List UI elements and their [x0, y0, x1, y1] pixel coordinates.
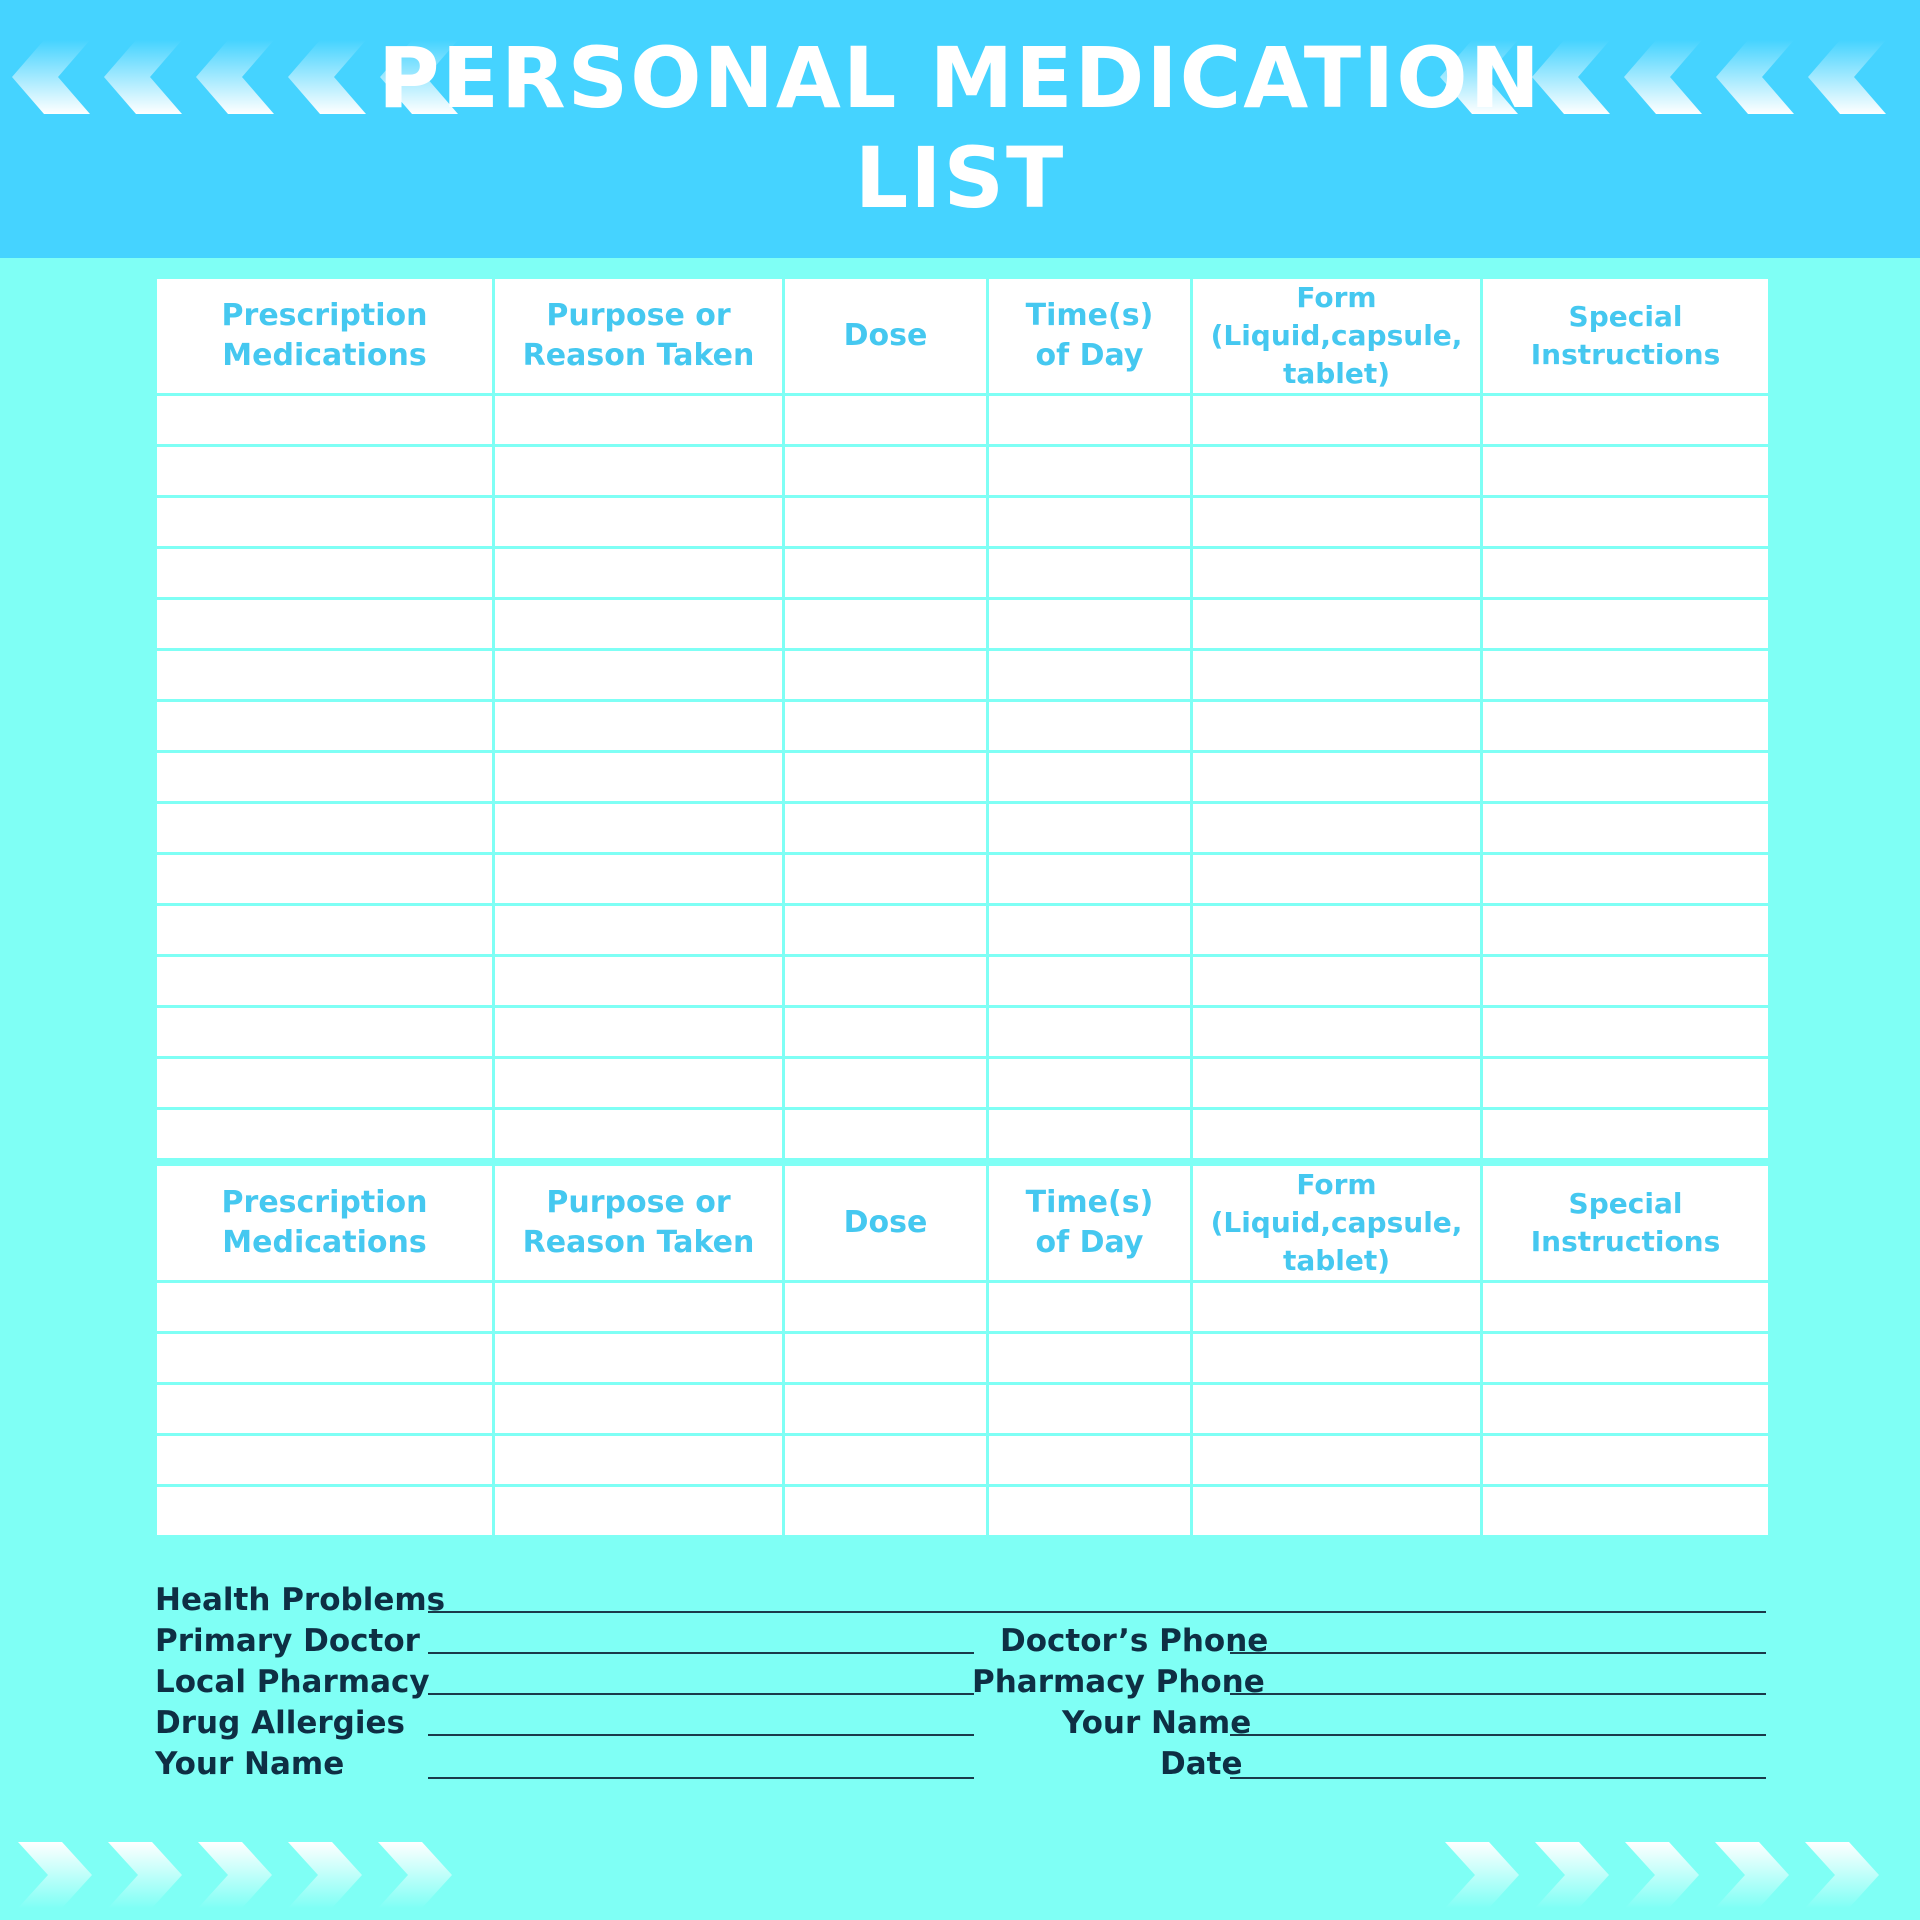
medication-entry-cell[interactable] — [1192, 1384, 1482, 1435]
medication-entry-cell[interactable] — [988, 701, 1192, 752]
label-your-name-right: Your Name — [1062, 1705, 1252, 1741]
medication-entry-cell[interactable] — [1482, 548, 1770, 599]
medication-entry-cell[interactable] — [1192, 1333, 1482, 1384]
col-header-line: Special — [1568, 1187, 1683, 1220]
medication-entry-cell[interactable] — [1192, 854, 1482, 905]
medication-entry-cell[interactable] — [784, 1282, 988, 1333]
table-row — [156, 1109, 1770, 1160]
table-row — [156, 395, 1770, 446]
title-line-1: PERSONAL MEDICATION — [378, 29, 1542, 127]
medication-entry-cell[interactable] — [1192, 1282, 1482, 1333]
medication-table-top — [154, 276, 1771, 1161]
medication-entry-cell[interactable] — [1192, 905, 1482, 956]
col-header-dose — [784, 278, 988, 395]
medication-entry-cell[interactable] — [494, 548, 784, 599]
col-header-line: Reason Taken — [522, 338, 755, 373]
medication-entry-cell[interactable] — [784, 650, 988, 701]
medication-entry-cell[interactable] — [494, 650, 784, 701]
medication-entry-cell[interactable] — [156, 548, 494, 599]
medication-entry-cell[interactable] — [156, 1384, 494, 1435]
table-body — [156, 395, 1770, 1160]
medication-entry-cell[interactable] — [1482, 752, 1770, 803]
your-name-right-field[interactable] — [1230, 1734, 1766, 1736]
medication-entry-cell[interactable] — [1482, 803, 1770, 854]
medication-entry-cell[interactable] — [784, 395, 988, 446]
medication-entry-cell[interactable] — [1482, 497, 1770, 548]
medication-entry-cell[interactable] — [988, 1435, 1192, 1486]
medication-entry-cell[interactable] — [784, 446, 988, 497]
label-drug-allergies: Drug Allergies — [155, 1705, 405, 1741]
medication-entry-cell[interactable] — [156, 905, 494, 956]
medication-entry-cell[interactable] — [988, 497, 1192, 548]
medication-entry-cell[interactable] — [494, 803, 784, 854]
label-local-pharmacy: Local Pharmacy — [155, 1664, 430, 1700]
col-header-line: Instructions — [1530, 1225, 1721, 1258]
medication-entry-cell[interactable] — [784, 1007, 988, 1058]
medication-entry-cell[interactable] — [784, 752, 988, 803]
health-problems-field[interactable] — [428, 1611, 1766, 1613]
col-header-times-of-day — [988, 278, 1192, 395]
medication-entry-cell[interactable] — [1192, 1058, 1482, 1109]
medication-entry-cell[interactable] — [784, 956, 988, 1007]
col-header-special-instructions — [1482, 278, 1770, 395]
medication-entry-cell[interactable] — [494, 1007, 784, 1058]
table-row — [156, 1384, 1770, 1435]
table-row — [156, 1333, 1770, 1384]
medication-entry-cell[interactable] — [784, 1486, 988, 1537]
medication-entry-cell[interactable] — [1192, 548, 1482, 599]
col-header-line: of Day — [1035, 338, 1144, 373]
page-title — [0, 28, 1920, 228]
col-header-purpose — [494, 278, 784, 395]
medication-entry-cell[interactable] — [1192, 803, 1482, 854]
col-header-line: Prescription — [221, 298, 428, 333]
col-header-line: Special — [1568, 300, 1683, 333]
table-row — [156, 446, 1770, 497]
medication-entry-cell[interactable] — [156, 395, 494, 446]
col-header-line: tablet) — [1282, 357, 1391, 390]
medication-entry-cell[interactable] — [1482, 1058, 1770, 1109]
medication-entry-cell[interactable] — [1192, 1007, 1482, 1058]
medication-entry-cell[interactable] — [784, 497, 988, 548]
medication-entry-cell[interactable] — [1192, 1486, 1482, 1537]
medication-entry-cell[interactable] — [494, 1435, 784, 1486]
col-header-line: Time(s) — [1025, 1185, 1154, 1220]
medication-entry-cell[interactable] — [156, 1058, 494, 1109]
column-header-row — [156, 278, 1770, 395]
col-header-line: (Liquid,capsule, — [1210, 1206, 1463, 1239]
label-date: Date — [1160, 1746, 1243, 1782]
label-primary-doctor: Primary Doctor — [155, 1623, 420, 1659]
medication-entry-cell[interactable] — [1192, 1435, 1482, 1486]
medication-entry-cell[interactable] — [156, 956, 494, 1007]
col-header-line: Medications — [222, 1225, 427, 1260]
medication-entry-cell[interactable] — [494, 752, 784, 803]
medication-table-bottom — [154, 1163, 1771, 1538]
table-row — [156, 1007, 1770, 1058]
medication-entry-cell[interactable] — [494, 1109, 784, 1160]
col-header-line: of Day — [1035, 1225, 1144, 1260]
medication-entry-cell[interactable] — [988, 803, 1192, 854]
chevron-arrows-right-icon — [1445, 1842, 1915, 1908]
medication-entry-cell[interactable] — [156, 497, 494, 548]
table-body — [156, 1282, 1770, 1537]
medication-entry-cell[interactable] — [156, 1435, 494, 1486]
medication-entry-cell[interactable] — [988, 1486, 1192, 1537]
medication-entry-cell[interactable] — [784, 701, 988, 752]
medication-entry-cell[interactable] — [988, 752, 1192, 803]
medication-entry-cell[interactable] — [494, 446, 784, 497]
medication-entry-cell[interactable] — [494, 395, 784, 446]
medication-entry-cell[interactable] — [1482, 599, 1770, 650]
medication-entry-cell[interactable] — [1482, 701, 1770, 752]
drug-allergies-field[interactable] — [428, 1734, 974, 1736]
medication-entry-cell[interactable] — [988, 1058, 1192, 1109]
medication-entry-cell[interactable] — [1192, 395, 1482, 446]
medication-entry-cell[interactable] — [494, 599, 784, 650]
medication-entry-cell[interactable] — [784, 803, 988, 854]
medication-entry-cell[interactable] — [494, 1058, 784, 1109]
col-header-line: Dose — [843, 318, 928, 353]
col-header-special-instructions — [1482, 1165, 1770, 1282]
medication-entry-cell[interactable] — [988, 650, 1192, 701]
table-row — [156, 803, 1770, 854]
primary-doctor-field[interactable] — [428, 1652, 974, 1654]
col-header-line: Prescription — [221, 1185, 428, 1220]
medication-entry-cell[interactable] — [988, 1384, 1192, 1435]
medication-entry-cell[interactable] — [494, 905, 784, 956]
medication-entry-cell[interactable] — [1192, 956, 1482, 1007]
medication-entry-cell[interactable] — [1192, 1109, 1482, 1160]
label-your-name-left: Your Name — [155, 1746, 345, 1782]
medication-entry-cell[interactable] — [1192, 497, 1482, 548]
medication-entry-cell[interactable] — [784, 1058, 988, 1109]
col-header-line: Purpose or — [546, 298, 731, 333]
medication-entry-cell[interactable] — [156, 1486, 494, 1537]
col-header-line: Form — [1296, 281, 1377, 314]
table-row — [156, 956, 1770, 1007]
medication-entry-cell[interactable] — [1482, 650, 1770, 701]
medication-entry-cell[interactable] — [1482, 1007, 1770, 1058]
medication-entry-cell[interactable] — [1482, 905, 1770, 956]
column-header-row — [156, 1165, 1770, 1282]
medication-entry-cell[interactable] — [1482, 395, 1770, 446]
medication-entry-cell[interactable] — [988, 1333, 1192, 1384]
col-header-times-of-day — [988, 1165, 1192, 1282]
medication-entry-cell[interactable] — [156, 599, 494, 650]
medication-entry-cell[interactable] — [988, 1007, 1192, 1058]
doctors-phone-field[interactable] — [1230, 1652, 1766, 1654]
col-header-line: (Liquid,capsule, — [1210, 319, 1463, 352]
medication-entry-cell[interactable] — [1482, 1282, 1770, 1333]
medication-entry-cell[interactable] — [494, 1282, 784, 1333]
label-health-problems: Health Problems — [155, 1582, 446, 1618]
label-pharmacy-phone: Pharmacy Phone — [972, 1664, 1265, 1700]
medication-entry-cell[interactable] — [156, 701, 494, 752]
medication-entry-cell[interactable] — [784, 548, 988, 599]
table-row — [156, 1282, 1770, 1333]
col-header-purpose — [494, 1165, 784, 1282]
medication-entry-cell[interactable] — [1482, 854, 1770, 905]
medication-entry-cell[interactable] — [784, 599, 988, 650]
col-header-form — [1192, 1165, 1482, 1282]
medication-entry-cell[interactable] — [156, 1282, 494, 1333]
col-header-line: Purpose or — [546, 1185, 731, 1220]
medication-entry-cell[interactable] — [1192, 752, 1482, 803]
medication-entry-cell[interactable] — [1482, 1435, 1770, 1486]
medication-entry-cell[interactable] — [1482, 446, 1770, 497]
medication-entry-cell[interactable] — [1482, 1109, 1770, 1160]
medication-entry-cell[interactable] — [1192, 701, 1482, 752]
medication-entry-cell[interactable] — [156, 650, 494, 701]
table-row — [156, 497, 1770, 548]
col-header-line: tablet) — [1282, 1244, 1391, 1277]
pharmacy-phone-field[interactable] — [1230, 1693, 1766, 1695]
medication-entry-cell[interactable] — [784, 1435, 988, 1486]
col-header-line: Dose — [843, 1205, 928, 1240]
medication-entry-cell[interactable] — [784, 854, 988, 905]
table-row — [156, 548, 1770, 599]
col-header-line: Medications — [222, 338, 427, 373]
medication-entry-cell[interactable] — [1192, 446, 1482, 497]
table-row — [156, 905, 1770, 956]
col-header-form — [1192, 278, 1482, 395]
medication-entry-cell[interactable] — [784, 1109, 988, 1160]
medication-entry-cell[interactable] — [494, 497, 784, 548]
medication-entry-cell[interactable] — [784, 1384, 988, 1435]
medication-entry-cell[interactable] — [988, 956, 1192, 1007]
medication-entry-cell[interactable] — [988, 1282, 1192, 1333]
medication-entry-cell[interactable] — [156, 446, 494, 497]
medication-entry-cell[interactable] — [988, 548, 1192, 599]
date-field[interactable] — [1230, 1777, 1766, 1779]
label-doctors-phone: Doctor’s Phone — [1000, 1623, 1269, 1659]
table-row — [156, 599, 1770, 650]
medication-entry-cell[interactable] — [1192, 650, 1482, 701]
medication-entry-cell[interactable] — [988, 854, 1192, 905]
medication-entry-cell[interactable] — [1482, 1333, 1770, 1384]
local-pharmacy-field[interactable] — [428, 1693, 974, 1695]
medication-entry-cell[interactable] — [156, 803, 494, 854]
table-row — [156, 1058, 1770, 1109]
medication-entry-cell[interactable] — [156, 1007, 494, 1058]
medication-entry-cell[interactable] — [784, 1333, 988, 1384]
table-row — [156, 701, 1770, 752]
col-header-line: Form — [1296, 1168, 1377, 1201]
table-row — [156, 752, 1770, 803]
medication-entry-cell[interactable] — [156, 854, 494, 905]
your-name-left-field[interactable] — [428, 1777, 974, 1779]
table-row — [156, 1435, 1770, 1486]
col-header-dose — [784, 1165, 988, 1282]
medication-entry-cell[interactable] — [988, 905, 1192, 956]
title-line-2: LIST — [854, 129, 1066, 227]
medication-entry-cell[interactable] — [988, 1109, 1192, 1160]
col-header-line: Time(s) — [1025, 298, 1154, 333]
medication-entry-cell[interactable] — [1482, 956, 1770, 1007]
medication-entry-cell[interactable] — [784, 905, 988, 956]
table-row — [156, 854, 1770, 905]
medication-entry-cell[interactable] — [494, 1384, 784, 1435]
medication-entry-cell[interactable] — [1482, 1384, 1770, 1435]
medication-entry-cell[interactable] — [1192, 599, 1482, 650]
medication-entry-cell[interactable] — [494, 1333, 784, 1384]
medication-entry-cell[interactable] — [988, 446, 1192, 497]
col-header-prescription-medications — [156, 1165, 494, 1282]
chevron-arrows-right-icon — [18, 1842, 478, 1908]
medication-entry-cell[interactable] — [494, 701, 784, 752]
medication-entry-cell[interactable] — [494, 854, 784, 905]
medication-entry-cell[interactable] — [494, 956, 784, 1007]
medication-entry-cell[interactable] — [988, 395, 1192, 446]
medication-entry-cell[interactable] — [1482, 1486, 1770, 1537]
col-header-prescription-medications — [156, 278, 494, 395]
col-header-line: Reason Taken — [522, 1225, 755, 1260]
medication-entry-cell[interactable] — [156, 752, 494, 803]
table-row — [156, 1486, 1770, 1537]
table-row — [156, 650, 1770, 701]
col-header-line: Instructions — [1530, 338, 1721, 371]
medication-entry-cell[interactable] — [494, 1486, 784, 1537]
medication-entry-cell[interactable] — [156, 1109, 494, 1160]
medication-entry-cell[interactable] — [156, 1333, 494, 1384]
medication-entry-cell[interactable] — [988, 599, 1192, 650]
